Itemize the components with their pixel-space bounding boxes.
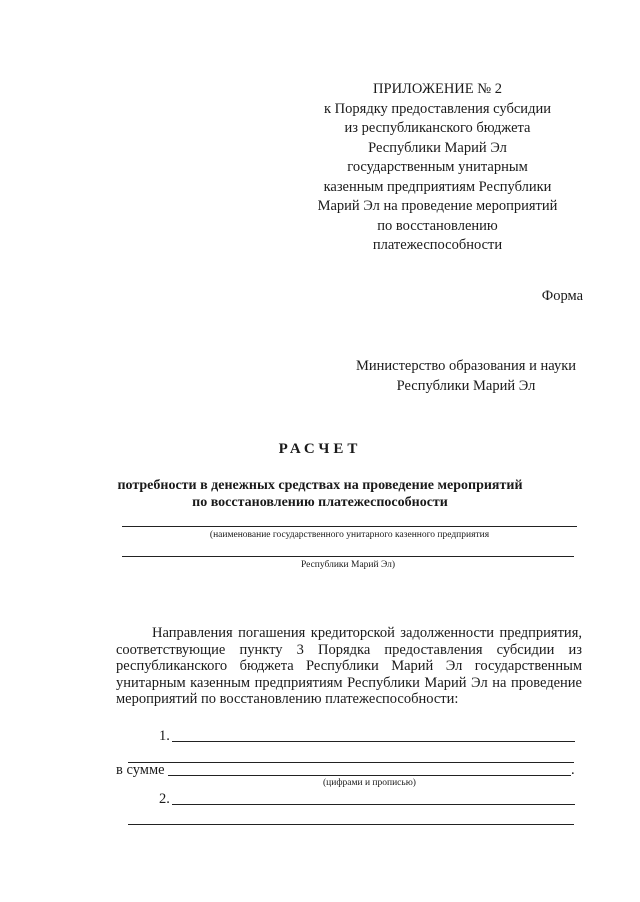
appendix-line: Марий Эл на проведение мероприятий [317,198,558,214]
appendix-line: из республиканского бюджета [344,120,531,136]
subtitle-line-1: потребности в денежных средствах на проведение мероприятий [117,478,523,493]
ministry-block [340,357,592,396]
item-1-line[interactable] [172,741,575,742]
appendix-line: Республики Марий Эл [368,139,507,156]
document-title: РАСЧЕТ [278,441,362,457]
appendix-line: государственным унитарным [347,159,528,175]
appendix-line: казенным предприятиям Республики [323,178,552,195]
ministry-line-1: Министерство образования и науки [355,358,577,374]
appendix-line: к Порядку предоставления субсидии [324,100,551,117]
enterprise-caption-2: Республики Марий Эл) [300,560,396,570]
item-2-line[interactable] [172,804,575,805]
item-1-line-2[interactable] [128,762,574,763]
appendix-line-title: ПРИЛОЖЕНИЕ № 2 [373,81,502,97]
item-number-2: 2. [159,791,170,807]
enterprise-caption-1: (наименование государственного унитарного казенного предприятия [209,530,490,540]
appendix-line: платежеспособности [372,237,503,253]
sum-line[interactable] [168,775,571,776]
sum-caption: (цифрами и прописью) [323,778,416,788]
form-label: Форма [541,288,583,304]
document-subtitle [0,477,640,511]
appendix-line: по восстановлению [377,217,498,234]
item-2-line-2[interactable] [128,824,574,825]
appendix-header [300,80,575,256]
enterprise-name-line-2[interactable] [122,556,574,557]
body-paragraph [116,625,582,708]
sum-period: . [571,762,575,778]
sum-label: в сумме [116,762,165,778]
body-paragraph-text: Направления погашения кредиторской задолженности предприятия, соответствующие пункту 3 Порядка предоставления субсидии из республиканского бюджета Республики Марий Эл государственным унитарным казенным предприятиям Республики Марий Эл на проведение мероприятий по восстановлению платежеспособности: [116,625,582,707]
item-number-1: 1. [159,728,170,744]
ministry-line-2: Республики Марий Эл [396,377,536,394]
subtitle-line-2: по восстановлению платежеспособности [192,495,448,510]
enterprise-name-line-1[interactable] [122,526,577,527]
